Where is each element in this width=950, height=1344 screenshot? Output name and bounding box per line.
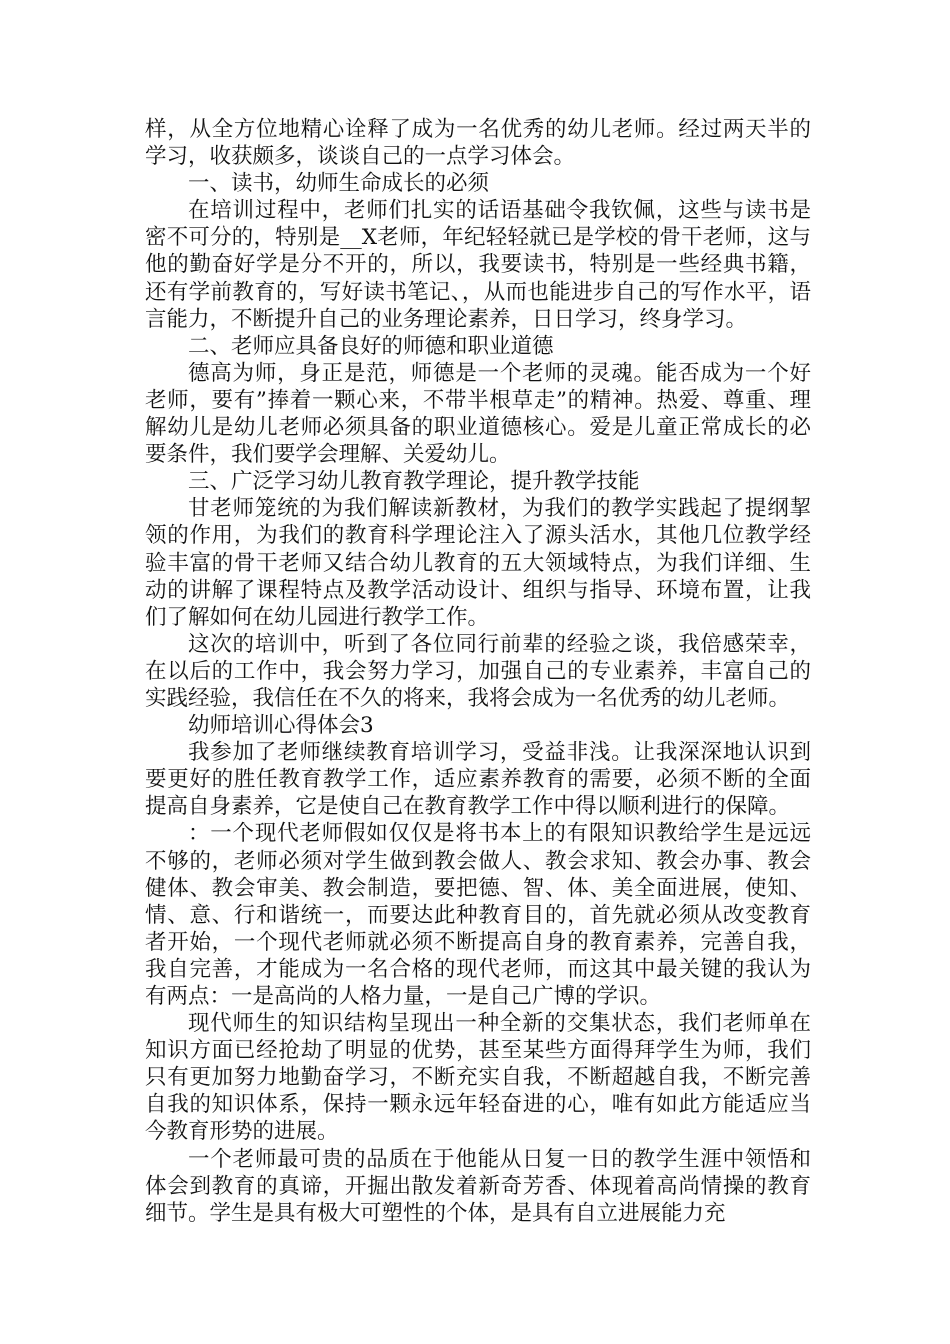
article-title-3: 幼师培训心得体会3 <box>188 713 374 739</box>
paragraph-continuation: 样，从全方位地精心诠释了成为一名优秀的幼儿老师。经过两天半的学习，收获颇多，谈谈自己的一点学习体会。 <box>145 117 811 170</box>
document-page <box>145 116 811 1227</box>
section-heading-theory: 三、广泛学习幼儿教育教学理论，提升教学技能 <box>188 469 640 495</box>
section-heading-ethics: 二、老师应具备良好的师德和职业道德 <box>188 333 554 359</box>
section-heading-reading: 一、读书，幼师生命成长的必须 <box>188 171 490 197</box>
paragraph-ethics: 德高为师，身正是范，师德是一个老师的灵魂。能否成为一个好老师，要有”捧着一颗心来，不带半根草走”的精神。热爱、尊重、理解幼儿是幼儿老师必须具备的职业道德核心。爱是儿童正常成长的必要条件，我们要学会理解、关爱幼儿。 <box>145 360 811 468</box>
paragraph-conclusion: 这次的培训中，听到了各位同行前辈的经验之谈，我倍感荣幸，在以后的工作中，我会努力学习，加强自己的专业素养，丰富自己的实践经验，我信任在不久的将来，我将会成为一名优秀的幼儿老师。 <box>145 631 811 711</box>
paragraph-knowledge: 现代师生的知识结构呈现出一种全新的交集状态，我们老师单在知识方面已经抢劫了明显的优势，甚至某些方面得拜学生为师，我们只有更加努力地勤奋学习，不断充实自我，不断超越自我，不断完善自我的知识体系，保持一颗永远年轻奋进的心，唯有如此方能适应当今教育形势的进展。 <box>145 1011 811 1145</box>
paragraph-quality: 一个老师最可贵的品质在于他能从日复一日的教学生涯中领悟和体会到教育的真谛，开掘出散发着新奇芳香、体现着高尚情操的教育细节。学生是具有极大可塑性的个体，是具有自立进展能力充 <box>145 1146 811 1226</box>
paragraph-reading: 在培训过程中，老师们扎实的话语基础令我钦佩，这些与读书是密不可分的，特别是__X老师，年纪轻轻就已是学校的骨干老师，这与他的勤奋好学是分不开的，所以，我要读书，特别是一些经典书籍，还有学前教育的，写好读书笔记、，从而也能进步自己的写作水平，语言能力，不断提升自己的业务理论素养，日日学习，终身学习。 <box>145 198 811 332</box>
paragraph-modern-teacher: ：一个现代老师假如仅仅是将书本上的有限知识教给学生是远远不够的，老师必须对学生做到教会做人、教会求知、教会办事、教会健体、教会审美、教会制造，要把德、智、体、美全面进展，使知、情、意、行和谐统一，而要达此种教育目的，首先就必须从改变教育者开始，一个现代老师就必须不断提高自身的教育素养，完善自我，我自完善，才能成为一名合格的现代老师，而这其中最关键的我认为有两点：一是高尚的人格力量，一是自己广博的学识。 <box>145 821 811 1009</box>
paragraph-intro-3: 我参加了老师继续教育培训学习，受益非浅。让我深深地认识到要更好的胜任教育教学工作，适应素养教育的需要，必须不断的全面提高自身素养，它是使自己在教育教学工作中得以顺利进行的保障。 <box>145 740 811 820</box>
paragraph-theory: 甘老师笼统的为我们解读新教材，为我们的教学实践起了提纲挈领的作用，为我们的教育科学理论注入了源头活水，其他几位教学经验丰富的骨干老师又结合幼儿教育的五大领域特点，为我们详细、生动的讲解了课程特点及教学活动设计、组织与指导、环境布置，让我们了解如何在幼儿园进行教学工作。 <box>145 496 811 630</box>
